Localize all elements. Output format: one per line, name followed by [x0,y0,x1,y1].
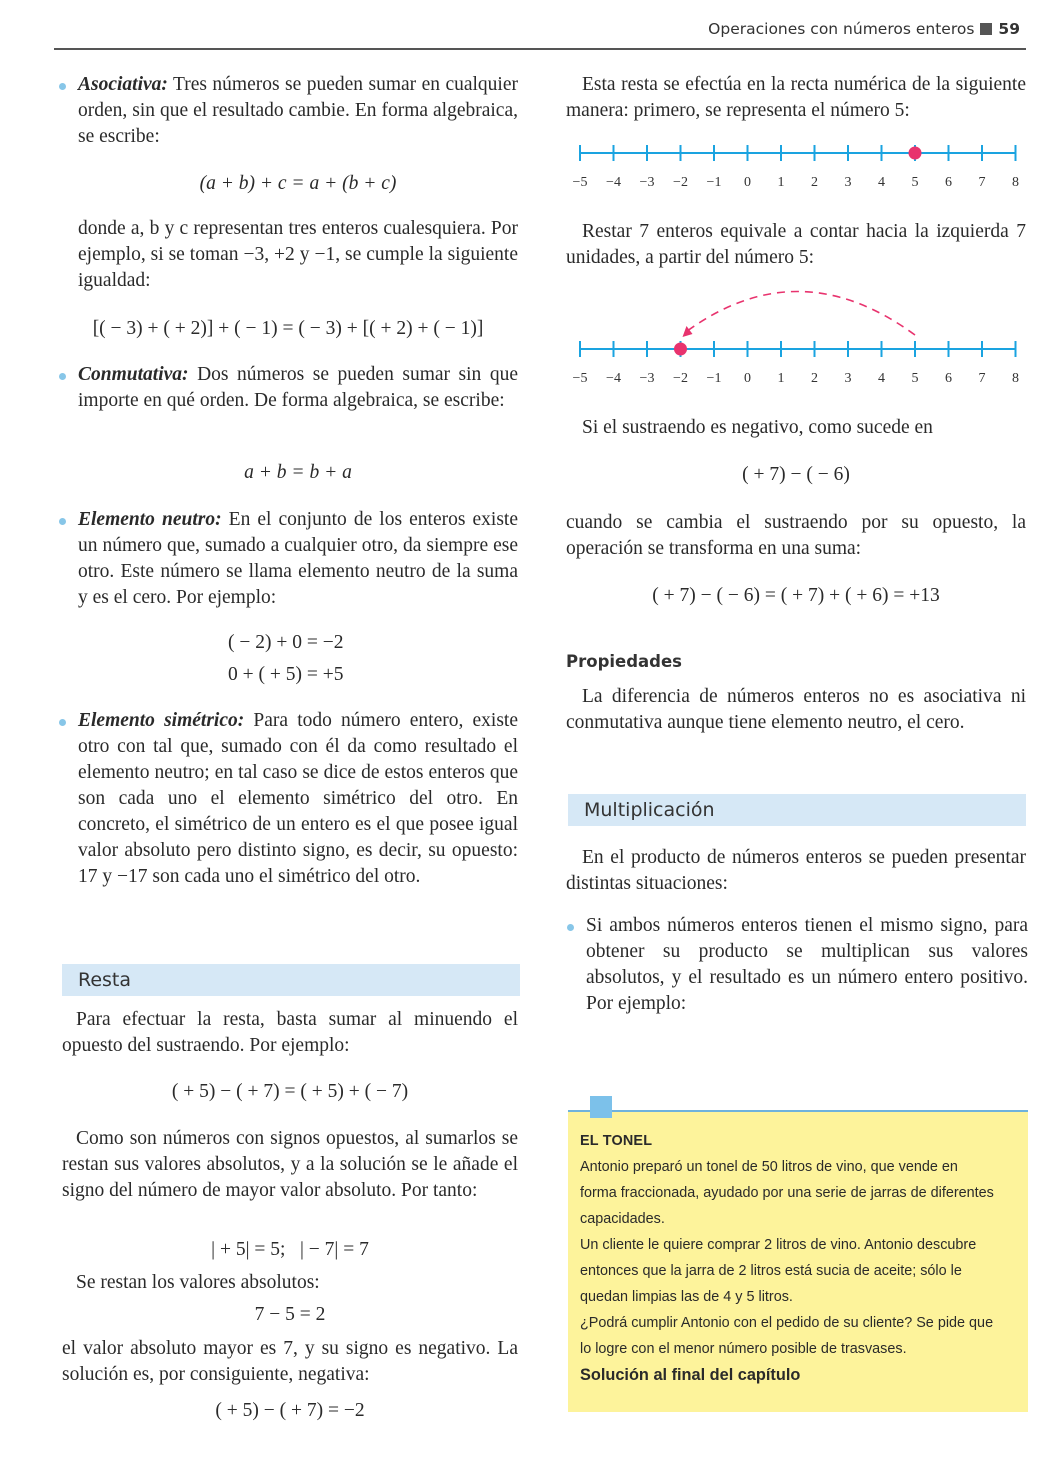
marked-point [909,147,922,160]
resta-p4: el valor absoluto mayor es 7, y su signo es negativo. La solución es, por consiguiente, negativa: [62,1338,518,1385]
propiedades-heading: Propiedades [566,652,682,671]
number-line-tick-label: 7 [978,371,986,386]
neutro-eq1: ( − 2) + 0 = −2 [228,632,344,653]
number-line-tick-label: −2 [673,175,688,190]
number-line-tick-label: 5 [911,175,919,190]
resta-heading: Resta [78,969,132,991]
square-icon [590,1096,612,1118]
neutro-block [58,507,518,611]
page-header [54,18,1026,50]
multiplicacion-bullet-block [566,913,1028,1017]
number-line-tick-label: 6 [945,175,952,190]
jump-arrow [685,291,916,335]
number-line-tick-label: −5 [572,175,588,190]
number-line-tick-label: −3 [639,175,655,190]
tonel-p1: Antonio preparó un tonel de 50 litros de vino, que vende en forma fraccionada, ayudado por una serie de jarras de diferentes capacidades. [580,1158,994,1227]
simetrico-term: Elemento simétrico: [78,710,245,731]
number-line-tick-label: 4 [878,175,885,190]
neutro-paragraph [58,507,518,611]
number-line-tick-label: 2 [811,371,818,386]
number-line-tick-label: 3 [844,175,852,190]
resta-p3: Se restan los valores absolutos: [76,1272,320,1293]
multiplicacion-heading: Multiplicación [584,799,715,821]
number-line-1-svg [570,138,1030,198]
simetrico-paragraph [58,708,518,890]
number-line-tick-label: 2 [811,175,818,190]
asociativa-text: Tres números se pueden sumar en cualquier orden, sin que el resultado cambie. En forma algebraica, se escribe: [78,74,518,147]
number-line-1 [570,138,1030,198]
square-icon [980,23,992,35]
number-line-tick-label: 0 [744,371,751,386]
number-line-tick-label: 5 [911,371,919,386]
number-line-tick-label: 8 [1012,371,1019,386]
conmutativa-paragraph [58,362,518,414]
resta-p2: Como son números con signos opuestos, al sumarlos se restan sus valores absolutos, y a la solución se le añade el signo del número de mayor valor absoluto. Por tanto: [62,1128,518,1201]
tonel-p3: ¿Podrá cumplir Antonio con el pedido de su cliente? Se pide que lo logre con el menor número posible de trasvases. [580,1314,994,1357]
number-line-tick-label: 4 [878,371,885,386]
resta-eq1: ( + 5) − ( + 7) = ( + 5) + ( − 7) [171,1081,409,1102]
number-line-tick-label: −2 [673,371,688,386]
multiplicacion-bullet-text: Si ambos números enteros tienen el mismo signo, para obtener su producto se multiplican sus valores absolutos, y el resultado es un número entero positivo. Por ejemplo: [586,915,1028,1014]
number-line-2-svg [570,290,1030,390]
number-line-tick-label: −1 [706,371,722,386]
tonel-box [568,1110,1028,1412]
asociativa-formula: (a + b) + c = a + (b + c) [199,173,397,194]
page-number: 59 [998,20,1020,38]
asociativa-paragraph [58,72,518,150]
right-p2: Restar 7 enteros equivale a contar hacia la izquierda 7 unidades, a partir del número 5: [566,221,1026,268]
number-line-tick-label: 8 [1012,175,1019,190]
number-line-tick-label: −3 [639,371,655,386]
multiplicacion-heading-band [568,794,1026,826]
number-line-tick-label: −1 [706,175,722,190]
propiedades-text: La diferencia de números enteros no es asociativa ni conmutativa aunque tiene elemento neutro, el cero. [566,686,1026,733]
conmutativa-block [58,362,518,414]
simetrico-text: Para todo número entero, existe otro con tal que, sumado con él da como resultado el elemento neutro; en tal caso se dice de estos enteros que son cada uno el elemento simétrico del otro. En concreto, el simétrico de un entero es el que posee igual valor absoluto pero distinto signo, es decir, su opuesto: 17 y −17 son cada uno el simétrico del otro. [78,710,519,887]
number-line-tick-label: 0 [744,175,751,190]
tonel-solution: Solución al final del capítulo [580,1365,801,1384]
right-eq2: ( + 7) − ( − 6) = ( + 7) + ( + 6) = +13 [652,585,940,606]
right-p3: Si el sustraendo es negativo, como sucede en [582,417,933,438]
number-line-tick-label: 1 [777,371,785,386]
chapter-title: Operaciones con números enteros [708,20,975,38]
number-line-tick-label: 3 [844,371,852,386]
right-p1: Esta resta se efectúa en la recta numérica de la siguiente manera: primero, se representa el número 5: [566,74,1026,121]
conmutativa-term: Conmutativa: [78,364,189,385]
asociativa-example: [( − 3) + ( + 2)] + ( − 1) = ( − 3) + [( + 2) + ( − 1)] [92,318,484,339]
tonel-title: EL TONEL [580,1132,653,1149]
asociativa-term: Asociativa: [78,74,168,95]
resta-eq3: 7 − 5 = 2 [254,1304,326,1325]
resta-heading-band [62,964,520,996]
conmutativa-text: Dos números se pueden sumar sin que importe en qué orden. De forma algebraica, se escribe: [78,364,519,411]
asociativa-block [58,72,518,150]
multiplicacion-p1: En el producto de números enteros se pueden presentar distintas situaciones: [566,847,1026,894]
tonel-p2: Un cliente le quiere comprar 2 litros de vino. Antonio descubre entonces que la jarra de 2 litros está sucia de aceite; sólo le quedan limpias las de 4 y 5 litros. [580,1236,977,1305]
number-line-tick-label: 7 [978,175,986,190]
multiplicacion-bullet [566,913,1028,1017]
neutro-term: Elemento neutro: [78,509,222,530]
running-head [708,20,1020,38]
number-line-tick-label: 6 [945,371,952,386]
right-p4: cuando se cambia el sustraendo por su opuesto, la operación se transforma en una suma: [566,512,1026,559]
number-line-tick-label: 1 [777,175,785,190]
neutro-eq2: 0 + ( + 5) = +5 [228,664,344,685]
marked-point [674,343,687,356]
conmutativa-formula: a + b = b + a [244,462,352,483]
neutro-text: En el conjunto de los enteros existe un número que, sumado a cualquier otro, da siempre ese otro. Este número se llama elemento neutro de la suma y es el cero. Por ejemplo: [78,509,518,608]
number-line-tick-label: −5 [572,371,588,386]
number-line-2 [570,290,1030,390]
simetrico-block [58,708,518,890]
resta-p1: Para efectuar la resta, basta sumar al minuendo el opuesto del sustraendo. Por ejemplo: [62,1009,518,1056]
resta-eq4: ( + 5) − ( + 7) = −2 [215,1400,365,1421]
number-line-tick-label: −4 [606,371,621,386]
number-line-tick-label: −4 [606,175,621,190]
right-eq1: ( + 7) − ( − 6) [742,464,850,485]
resta-eq2: | + 5| = 5; | − 7| = 7 [211,1239,369,1260]
asociativa-after: donde a, b y c representan tres enteros cualesquiera. Por ejemplo, si se toman −3, +2 y −1, se cumple la siguiente igualdad: [78,218,518,291]
